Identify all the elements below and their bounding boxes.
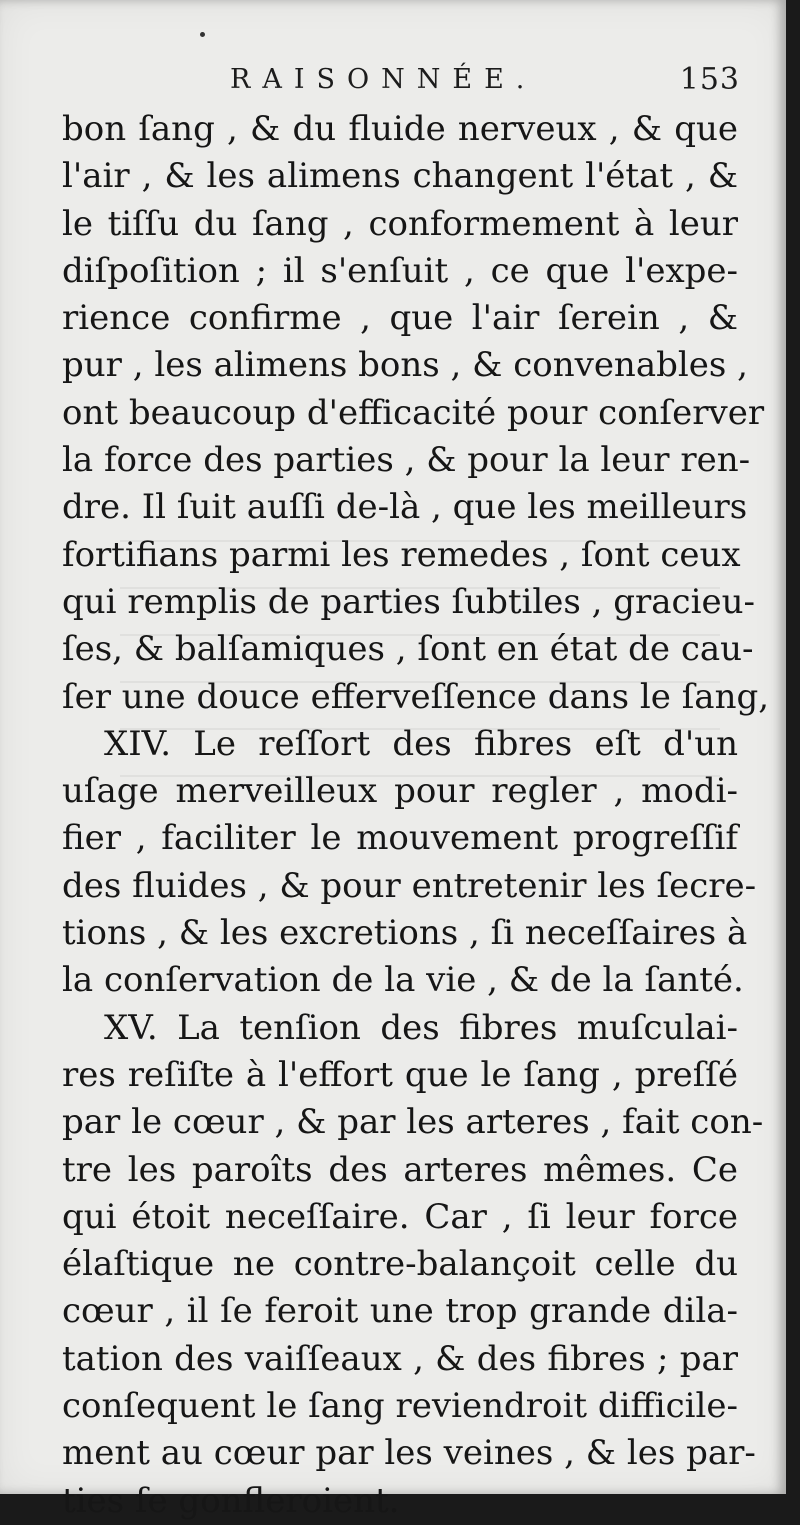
text-line: des fluides , & pour entretenir les ſecre-	[62, 865, 757, 906]
running-head: RAISONNÉE.	[230, 64, 537, 95]
text-line: diſpoſition ; il s'enſuit , ce que l'expe-	[62, 250, 738, 291]
text-line: ont beaucoup d'efficacité pour conſerver	[62, 392, 765, 433]
text-line: tre les paroîts des arteres mêmes. Ce	[62, 1149, 738, 1190]
text-line: fier , faciliter le mouvement progreſſif	[62, 818, 738, 859]
text-line: uſage merveilleux pour regler , modi-	[62, 771, 738, 812]
text-line: qui remplis de parties ſubtiles , gracieu-	[62, 581, 755, 622]
text-line: dre. Il ſuit auſſi de-là , que les meilleurs	[62, 487, 748, 528]
text-line: élaſtique ne contre-balançoit celle du	[62, 1244, 738, 1285]
text-line: le tiſſu du ſang , conformement à leur	[62, 203, 738, 244]
text-line: tation des vaiſſeaux , & des fibres ; par	[62, 1338, 738, 1379]
body-text	[62, 106, 770, 1525]
text-line: pur , les alimens bons , & convenables ,	[62, 345, 748, 386]
text-line: par le cœur , & par les arteres , fait con-	[62, 1102, 764, 1143]
text-line: ſes, & balſamiques , ſont en état de cau-	[62, 629, 754, 670]
text-line: tions , & les excretions , ſi neceſſaires à	[62, 913, 748, 954]
text-line: conſequent le ſang reviendroit difficile-	[62, 1386, 738, 1427]
text-line: la force des parties , & pour la leur ren-	[62, 440, 751, 481]
text-line: fortifians parmi les remedes , ſont ceux	[62, 534, 741, 575]
page-header	[60, 62, 740, 102]
text-line: la conſervation de la vie , & de la ſanté.	[62, 960, 744, 1001]
page-number: 153	[679, 62, 740, 97]
ink-speck	[200, 32, 205, 37]
text-line: ſer une douce efferveſſence dans le ſang,	[62, 676, 770, 717]
section-heading-line: XV. La tenſion des fibres muſculai-	[104, 1007, 738, 1048]
text-line: ties ſe gonfleroient.	[62, 1480, 400, 1521]
text-line: res reſiſte à l'effort que le ſang , preſſé	[62, 1054, 738, 1095]
text-line: rience confirme , que l'air ſerein , &	[62, 298, 738, 339]
text-line: ment au cœur par les veines , & les par-	[62, 1433, 756, 1474]
text-line: l'air , & les alimens changent l'état , &	[62, 156, 738, 197]
text-line: cœur , il ſe feroit une trop grande dila-	[62, 1291, 738, 1332]
text-line: qui étoit neceſſaire. Car , ſi leur force	[62, 1196, 738, 1237]
section-heading-line: XIV. Le reſſort des fibres eſt d'un	[104, 723, 738, 764]
text-line: bon ſang , & du fluide nerveux , & que	[62, 109, 738, 149]
